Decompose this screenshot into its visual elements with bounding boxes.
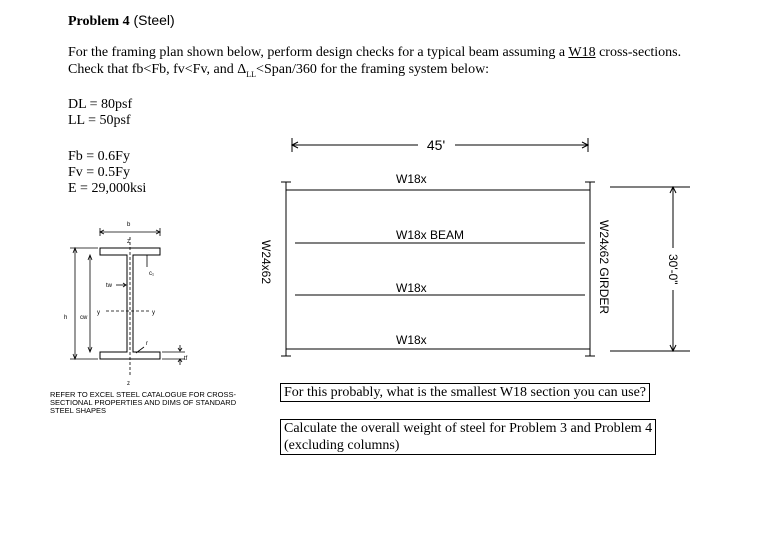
statement-part-1: For the framing plan shown below, perform design checks for a typical beam assuming a <box>68 45 569 60</box>
right-girder-label: W24x62 GIRDER <box>597 220 611 315</box>
question-2 <box>280 419 656 455</box>
statement-shape: W18 <box>568 45 596 60</box>
label-tw: tw <box>106 283 112 289</box>
live-load: LL = 50psf <box>68 113 131 128</box>
problem-statement <box>68 44 688 83</box>
left-girder-label: W24x62 <box>259 240 273 285</box>
allowable-bending: Fb = 0.6Fy <box>68 149 130 164</box>
statement-part-3: <Span/360 for the framing system below: <box>256 62 490 77</box>
question-2-line-1: Calculate the overall weight of steel for Problem 3 and Problem 4 <box>284 421 653 436</box>
question-2-line-2: (excluding columns) <box>284 438 400 453</box>
beam-label-1: W18x <box>396 172 427 186</box>
elastic-modulus: E = 29,000ksi <box>68 181 147 196</box>
label-b: b <box>127 222 131 228</box>
label-tf: tf <box>184 356 188 362</box>
allowable-shear: Fv = 0.5Fy <box>68 165 130 180</box>
beam-label-2: W18x BEAM <box>396 228 465 242</box>
framing-plan <box>250 130 710 370</box>
label-y-right: y <box>152 310 155 316</box>
beam-label-4: W18x <box>396 333 427 347</box>
statement-subscript: LL <box>246 69 257 79</box>
label-cw: cw <box>80 315 88 321</box>
refer-note: REFER TO EXCEL STEEL CATALOGUE FOR CROSS-SECTIONAL PROPERTIES AND DIMS OF STANDARD STEEL SHAPES <box>50 390 237 415</box>
beam-label-3: W18x <box>396 281 427 295</box>
span-label: 45' <box>426 137 446 153</box>
problem-title <box>68 12 175 30</box>
label-c1: c₁ <box>149 271 155 277</box>
question-1: For this probably, what is the smallest W18 section you can use? <box>280 383 650 402</box>
w-section-figure <box>50 215 200 390</box>
problem-subtitle: (Steel) <box>129 12 175 28</box>
problem-number: Problem 4 <box>68 14 130 29</box>
label-h: h <box>64 315 68 321</box>
label-z-bottom: z <box>127 381 130 387</box>
height-label: 30'-0" <box>666 254 680 285</box>
label-y-left: y <box>97 310 100 316</box>
statement-part-2: cross-sections. Check that fb<Fb, fv<Fv, and Δ <box>68 45 682 77</box>
label-r: r <box>146 341 148 347</box>
label-z-top: z <box>127 239 130 245</box>
dead-load: DL = 80psf <box>68 97 133 112</box>
